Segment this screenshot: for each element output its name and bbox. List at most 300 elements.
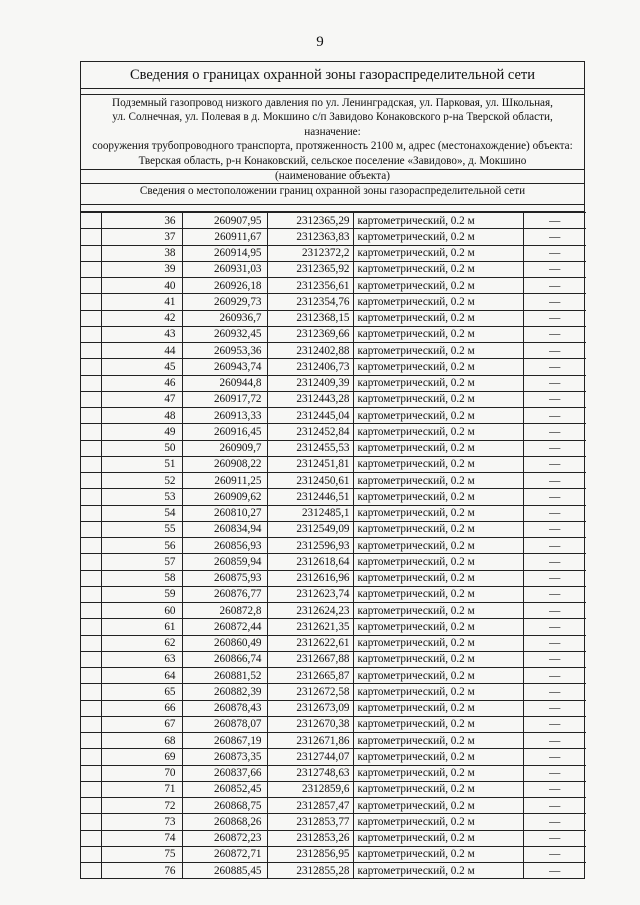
method-cell: картометрический, 0.2 м bbox=[353, 326, 523, 342]
table-row bbox=[81, 213, 586, 229]
row-spacer-cell bbox=[81, 651, 101, 667]
row-spacer-cell bbox=[81, 749, 101, 765]
x-coordinate-cell: 260868,75 bbox=[182, 798, 267, 814]
object-line: сооружения трубопроводного транспорта, протяженность 2100 м, адрес (местонахождение) объекта: bbox=[92, 140, 573, 153]
x-coordinate-cell: 260909,7 bbox=[182, 440, 267, 456]
x-coordinate-cell: 260860,49 bbox=[182, 635, 267, 651]
point-number-cell: 42 bbox=[101, 310, 182, 326]
y-coordinate-cell: 2312450,61 bbox=[267, 473, 353, 489]
description-cell: — bbox=[523, 245, 586, 261]
y-coordinate-cell: 2312621,35 bbox=[267, 619, 353, 635]
row-spacer-cell bbox=[81, 326, 101, 342]
point-number-cell: 40 bbox=[101, 278, 182, 294]
point-number-cell: 37 bbox=[101, 229, 182, 245]
method-cell: картометрический, 0.2 м bbox=[353, 798, 523, 814]
table-row bbox=[81, 375, 586, 391]
y-coordinate-cell: 2312672,58 bbox=[267, 684, 353, 700]
point-number-cell: 47 bbox=[101, 391, 182, 407]
description-cell: — bbox=[523, 359, 586, 375]
table-row bbox=[81, 749, 586, 765]
method-cell: картометрический, 0.2 м bbox=[353, 245, 523, 261]
table-row bbox=[81, 521, 586, 537]
description-cell: — bbox=[523, 489, 586, 505]
point-number-cell: 54 bbox=[101, 505, 182, 521]
description-cell: — bbox=[523, 554, 586, 570]
y-coordinate-cell: 2312624,23 bbox=[267, 603, 353, 619]
row-spacer-cell bbox=[81, 473, 101, 489]
method-cell: картометрический, 0.2 м bbox=[353, 505, 523, 521]
row-spacer-cell bbox=[81, 619, 101, 635]
method-cell: картометрический, 0.2 м bbox=[353, 456, 523, 472]
table-row bbox=[81, 343, 586, 359]
point-number-cell: 67 bbox=[101, 716, 182, 732]
y-coordinate-cell: 2312455,53 bbox=[267, 440, 353, 456]
x-coordinate-cell: 260917,72 bbox=[182, 391, 267, 407]
table-row bbox=[81, 359, 586, 375]
x-coordinate-cell: 260866,74 bbox=[182, 651, 267, 667]
y-coordinate-cell: 2312365,29 bbox=[267, 213, 353, 229]
point-number-cell: 45 bbox=[101, 359, 182, 375]
method-cell: картометрический, 0.2 м bbox=[353, 716, 523, 732]
point-number-cell: 50 bbox=[101, 440, 182, 456]
y-coordinate-cell: 2312452,84 bbox=[267, 424, 353, 440]
point-number-cell: 53 bbox=[101, 489, 182, 505]
y-coordinate-cell: 2312616,96 bbox=[267, 570, 353, 586]
table-row bbox=[81, 505, 586, 521]
x-coordinate-cell: 260907,95 bbox=[182, 213, 267, 229]
y-coordinate-cell: 2312356,61 bbox=[267, 278, 353, 294]
y-coordinate-cell: 2312618,64 bbox=[267, 554, 353, 570]
method-cell: картометрический, 0.2 м bbox=[353, 814, 523, 830]
point-number-cell: 57 bbox=[101, 554, 182, 570]
method-cell: картометрический, 0.2 м bbox=[353, 408, 523, 424]
description-cell: — bbox=[523, 375, 586, 391]
y-coordinate-cell: 2312857,47 bbox=[267, 798, 353, 814]
y-coordinate-cell: 2312670,38 bbox=[267, 716, 353, 732]
row-spacer-cell bbox=[81, 554, 101, 570]
table-row bbox=[81, 424, 586, 440]
y-coordinate-cell: 2312446,51 bbox=[267, 489, 353, 505]
description-cell: — bbox=[523, 343, 586, 359]
point-number-cell: 60 bbox=[101, 603, 182, 619]
page-title: Сведения о границах охранной зоны газораспределительной сети bbox=[81, 62, 584, 89]
x-coordinate-cell: 260881,52 bbox=[182, 668, 267, 684]
point-number-cell: 43 bbox=[101, 326, 182, 342]
x-coordinate-cell: 260932,45 bbox=[182, 326, 267, 342]
table-row bbox=[81, 261, 586, 277]
row-spacer-cell bbox=[81, 700, 101, 716]
y-coordinate-cell: 2312402,88 bbox=[267, 343, 353, 359]
y-coordinate-cell: 2312365,92 bbox=[267, 261, 353, 277]
description-cell: — bbox=[523, 424, 586, 440]
point-number-cell: 38 bbox=[101, 245, 182, 261]
table-row bbox=[81, 798, 586, 814]
point-number-cell: 61 bbox=[101, 619, 182, 635]
row-spacer-cell bbox=[81, 359, 101, 375]
object-line: Подземный газопровод низкого давления по ул. Ленинградская, ул. Парковая, ул. Школьная, bbox=[112, 97, 553, 109]
point-number-cell: 74 bbox=[101, 830, 182, 846]
row-spacer-cell bbox=[81, 521, 101, 537]
description-cell: — bbox=[523, 278, 586, 294]
row-spacer-cell bbox=[81, 408, 101, 424]
point-number-cell: 73 bbox=[101, 814, 182, 830]
point-number-cell: 68 bbox=[101, 733, 182, 749]
description-cell: — bbox=[523, 261, 586, 277]
section-title: Сведения о местоположении границ охранной зоны газораспределительной сети bbox=[81, 184, 584, 205]
row-spacer-cell bbox=[81, 261, 101, 277]
method-cell: картометрический, 0.2 м bbox=[353, 375, 523, 391]
row-spacer-cell bbox=[81, 814, 101, 830]
object-description bbox=[81, 95, 584, 170]
point-number-cell: 64 bbox=[101, 668, 182, 684]
table-row bbox=[81, 245, 586, 261]
description-cell: — bbox=[523, 294, 586, 310]
description-cell: — bbox=[523, 846, 586, 862]
method-cell: картометрический, 0.2 м bbox=[353, 521, 523, 537]
point-number-cell: 55 bbox=[101, 521, 182, 537]
row-spacer-cell bbox=[81, 278, 101, 294]
method-cell: картометрический, 0.2 м bbox=[353, 343, 523, 359]
x-coordinate-cell: 260944,8 bbox=[182, 375, 267, 391]
row-spacer-cell bbox=[81, 765, 101, 781]
method-cell: картометрический, 0.2 м bbox=[353, 424, 523, 440]
method-cell: картометрический, 0.2 м bbox=[353, 440, 523, 456]
table-row bbox=[81, 489, 586, 505]
y-coordinate-cell: 2312354,76 bbox=[267, 294, 353, 310]
method-cell: картометрический, 0.2 м bbox=[353, 619, 523, 635]
point-number-cell: 51 bbox=[101, 456, 182, 472]
x-coordinate-cell: 260878,43 bbox=[182, 700, 267, 716]
x-coordinate-cell: 260872,8 bbox=[182, 603, 267, 619]
y-coordinate-cell: 2312853,26 bbox=[267, 830, 353, 846]
y-coordinate-cell: 2312859,6 bbox=[267, 781, 353, 797]
x-coordinate-cell: 260885,45 bbox=[182, 863, 267, 879]
point-number-cell: 56 bbox=[101, 538, 182, 554]
y-coordinate-cell: 2312443,28 bbox=[267, 391, 353, 407]
method-cell: картометрический, 0.2 м bbox=[353, 261, 523, 277]
table-row bbox=[81, 554, 586, 570]
x-coordinate-cell: 260872,23 bbox=[182, 830, 267, 846]
method-cell: картометрический, 0.2 м bbox=[353, 781, 523, 797]
y-coordinate-cell: 2312673,09 bbox=[267, 700, 353, 716]
table-row bbox=[81, 765, 586, 781]
point-number-cell: 58 bbox=[101, 570, 182, 586]
point-number-cell: 39 bbox=[101, 261, 182, 277]
x-coordinate-cell: 260909,62 bbox=[182, 489, 267, 505]
table-row bbox=[81, 408, 586, 424]
row-spacer-cell bbox=[81, 456, 101, 472]
y-coordinate-cell: 2312671,86 bbox=[267, 733, 353, 749]
method-cell: картометрический, 0.2 м bbox=[353, 668, 523, 684]
row-spacer-cell bbox=[81, 586, 101, 602]
point-number-cell: 75 bbox=[101, 846, 182, 862]
page-number: 9 bbox=[316, 34, 324, 50]
x-coordinate-cell: 260931,03 bbox=[182, 261, 267, 277]
method-cell: картометрический, 0.2 м bbox=[353, 294, 523, 310]
description-cell: — bbox=[523, 765, 586, 781]
table-row bbox=[81, 473, 586, 489]
y-coordinate-cell: 2312549,09 bbox=[267, 521, 353, 537]
description-cell: — bbox=[523, 473, 586, 489]
x-coordinate-cell: 260911,25 bbox=[182, 473, 267, 489]
row-spacer-cell bbox=[81, 716, 101, 732]
x-coordinate-cell: 260876,77 bbox=[182, 586, 267, 602]
table-row bbox=[81, 619, 586, 635]
row-spacer-cell bbox=[81, 505, 101, 521]
x-coordinate-cell: 260916,45 bbox=[182, 424, 267, 440]
x-coordinate-cell: 260856,93 bbox=[182, 538, 267, 554]
description-cell: — bbox=[523, 798, 586, 814]
table-row bbox=[81, 684, 586, 700]
row-spacer-cell bbox=[81, 733, 101, 749]
point-number-cell: 48 bbox=[101, 408, 182, 424]
y-coordinate-cell: 2312623,74 bbox=[267, 586, 353, 602]
description-cell: — bbox=[523, 440, 586, 456]
table-row bbox=[81, 830, 586, 846]
row-spacer-cell bbox=[81, 424, 101, 440]
row-spacer-cell bbox=[81, 798, 101, 814]
description-cell: — bbox=[523, 733, 586, 749]
point-number-cell: 41 bbox=[101, 294, 182, 310]
x-coordinate-cell: 260929,73 bbox=[182, 294, 267, 310]
point-number-cell: 65 bbox=[101, 684, 182, 700]
point-number-cell: 52 bbox=[101, 473, 182, 489]
y-coordinate-cell: 2312748,63 bbox=[267, 765, 353, 781]
y-coordinate-cell: 2312855,28 bbox=[267, 863, 353, 879]
description-cell: — bbox=[523, 684, 586, 700]
point-number-cell: 36 bbox=[101, 213, 182, 229]
table-row bbox=[81, 846, 586, 862]
y-coordinate-cell: 2312485,1 bbox=[267, 505, 353, 521]
object-line: ул. Солнечная, ул. Полевая в д. Мокшино с/п Завидово Конаковского р-на Тверской области, назначение: bbox=[112, 111, 553, 138]
description-cell: — bbox=[523, 586, 586, 602]
method-cell: картометрический, 0.2 м bbox=[353, 846, 523, 862]
point-number-cell: 70 bbox=[101, 765, 182, 781]
row-spacer-cell bbox=[81, 245, 101, 261]
row-spacer-cell bbox=[81, 830, 101, 846]
row-spacer-cell bbox=[81, 846, 101, 862]
method-cell: картометрический, 0.2 м bbox=[353, 586, 523, 602]
table-row bbox=[81, 863, 586, 879]
x-coordinate-cell: 260873,35 bbox=[182, 749, 267, 765]
x-coordinate-cell: 260810,27 bbox=[182, 505, 267, 521]
description-cell: — bbox=[523, 570, 586, 586]
point-number-cell: 49 bbox=[101, 424, 182, 440]
y-coordinate-cell: 2312856,95 bbox=[267, 846, 353, 862]
method-cell: картометрический, 0.2 м bbox=[353, 489, 523, 505]
y-coordinate-cell: 2312667,88 bbox=[267, 651, 353, 667]
method-cell: картометрический, 0.2 м bbox=[353, 391, 523, 407]
x-coordinate-cell: 260872,71 bbox=[182, 846, 267, 862]
method-cell: картометрический, 0.2 м bbox=[353, 651, 523, 667]
point-number-cell: 46 bbox=[101, 375, 182, 391]
object-line: Тверская область, р-н Конаковский, сельское поселение «Завидово», д. Мокшино bbox=[138, 154, 527, 167]
method-cell: картометрический, 0.2 м bbox=[353, 603, 523, 619]
point-number-cell: 76 bbox=[101, 863, 182, 879]
point-number-cell: 63 bbox=[101, 651, 182, 667]
description-cell: — bbox=[523, 213, 586, 229]
x-coordinate-cell: 260926,18 bbox=[182, 278, 267, 294]
row-spacer-cell bbox=[81, 294, 101, 310]
y-coordinate-cell: 2312409,39 bbox=[267, 375, 353, 391]
description-cell: — bbox=[523, 749, 586, 765]
description-cell: — bbox=[523, 326, 586, 342]
description-cell: — bbox=[523, 716, 586, 732]
table-row bbox=[81, 700, 586, 716]
table-row bbox=[81, 716, 586, 732]
y-coordinate-cell: 2312596,93 bbox=[267, 538, 353, 554]
row-spacer-cell bbox=[81, 684, 101, 700]
method-cell: картометрический, 0.2 м bbox=[353, 684, 523, 700]
point-number-cell: 71 bbox=[101, 781, 182, 797]
table-row bbox=[81, 538, 586, 554]
description-cell: — bbox=[523, 651, 586, 667]
description-cell: — bbox=[523, 668, 586, 684]
table-row bbox=[81, 651, 586, 667]
table-row bbox=[81, 603, 586, 619]
x-coordinate-cell: 260882,39 bbox=[182, 684, 267, 700]
y-coordinate-cell: 2312744,07 bbox=[267, 749, 353, 765]
x-coordinate-cell: 260953,36 bbox=[182, 343, 267, 359]
row-spacer-cell bbox=[81, 489, 101, 505]
point-number-cell: 59 bbox=[101, 586, 182, 602]
description-cell: — bbox=[523, 505, 586, 521]
table-row bbox=[81, 456, 586, 472]
description-cell: — bbox=[523, 391, 586, 407]
y-coordinate-cell: 2312368,15 bbox=[267, 310, 353, 326]
y-coordinate-cell: 2312665,87 bbox=[267, 668, 353, 684]
description-cell: — bbox=[523, 863, 586, 879]
coordinates-table-body bbox=[81, 213, 586, 879]
x-coordinate-cell: 260837,66 bbox=[182, 765, 267, 781]
description-cell: — bbox=[523, 603, 586, 619]
point-number-cell: 44 bbox=[101, 343, 182, 359]
method-cell: картометрический, 0.2 м bbox=[353, 700, 523, 716]
method-cell: картометрический, 0.2 м bbox=[353, 733, 523, 749]
x-coordinate-cell: 260859,94 bbox=[182, 554, 267, 570]
spacer-row bbox=[81, 205, 584, 212]
row-spacer-cell bbox=[81, 213, 101, 229]
description-cell: — bbox=[523, 229, 586, 245]
row-spacer-cell bbox=[81, 570, 101, 586]
table-row bbox=[81, 570, 586, 586]
description-cell: — bbox=[523, 830, 586, 846]
method-cell: картометрический, 0.2 м bbox=[353, 538, 523, 554]
x-coordinate-cell: 260936,7 bbox=[182, 310, 267, 326]
y-coordinate-cell: 2312363,83 bbox=[267, 229, 353, 245]
table-row bbox=[81, 586, 586, 602]
x-coordinate-cell: 260834,94 bbox=[182, 521, 267, 537]
description-cell: — bbox=[523, 521, 586, 537]
table-row bbox=[81, 668, 586, 684]
x-coordinate-cell: 260908,22 bbox=[182, 456, 267, 472]
row-spacer-cell bbox=[81, 375, 101, 391]
x-coordinate-cell: 260875,93 bbox=[182, 570, 267, 586]
row-spacer-cell bbox=[81, 391, 101, 407]
row-spacer-cell bbox=[81, 781, 101, 797]
x-coordinate-cell: 260872,44 bbox=[182, 619, 267, 635]
x-coordinate-cell: 260868,26 bbox=[182, 814, 267, 830]
method-cell: картометрический, 0.2 м bbox=[353, 635, 523, 651]
table-row bbox=[81, 635, 586, 651]
y-coordinate-cell: 2312372,2 bbox=[267, 245, 353, 261]
row-spacer-cell bbox=[81, 343, 101, 359]
x-coordinate-cell: 260914,95 bbox=[182, 245, 267, 261]
y-coordinate-cell: 2312369,66 bbox=[267, 326, 353, 342]
object-caption: (наименование объекта) bbox=[81, 170, 584, 184]
x-coordinate-cell: 260943,74 bbox=[182, 359, 267, 375]
row-spacer-cell bbox=[81, 668, 101, 684]
y-coordinate-cell: 2312451,81 bbox=[267, 456, 353, 472]
point-number-cell: 62 bbox=[101, 635, 182, 651]
document-frame bbox=[80, 61, 585, 879]
method-cell: картометрический, 0.2 м bbox=[353, 830, 523, 846]
table-row bbox=[81, 278, 586, 294]
method-cell: картометрический, 0.2 м bbox=[353, 229, 523, 245]
method-cell: картометрический, 0.2 м bbox=[353, 749, 523, 765]
table-row bbox=[81, 310, 586, 326]
y-coordinate-cell: 2312853,77 bbox=[267, 814, 353, 830]
table-row bbox=[81, 391, 586, 407]
row-spacer-cell bbox=[81, 603, 101, 619]
point-number-cell: 66 bbox=[101, 700, 182, 716]
row-spacer-cell bbox=[81, 229, 101, 245]
row-spacer-cell bbox=[81, 440, 101, 456]
description-cell: — bbox=[523, 814, 586, 830]
row-spacer-cell bbox=[81, 538, 101, 554]
x-coordinate-cell: 260867,19 bbox=[182, 733, 267, 749]
method-cell: картометрический, 0.2 м bbox=[353, 278, 523, 294]
y-coordinate-cell: 2312406,73 bbox=[267, 359, 353, 375]
table-row bbox=[81, 781, 586, 797]
method-cell: картометрический, 0.2 м bbox=[353, 570, 523, 586]
description-cell: — bbox=[523, 619, 586, 635]
x-coordinate-cell: 260911,67 bbox=[182, 229, 267, 245]
description-cell: — bbox=[523, 456, 586, 472]
table-row bbox=[81, 440, 586, 456]
description-cell: — bbox=[523, 700, 586, 716]
description-cell: — bbox=[523, 538, 586, 554]
point-number-cell: 72 bbox=[101, 798, 182, 814]
method-cell: картометрический, 0.2 м bbox=[353, 473, 523, 489]
description-cell: — bbox=[523, 635, 586, 651]
y-coordinate-cell: 2312622,61 bbox=[267, 635, 353, 651]
x-coordinate-cell: 260878,07 bbox=[182, 716, 267, 732]
description-cell: — bbox=[523, 781, 586, 797]
y-coordinate-cell: 2312445,04 bbox=[267, 408, 353, 424]
x-coordinate-cell: 260913,33 bbox=[182, 408, 267, 424]
method-cell: картометрический, 0.2 м bbox=[353, 359, 523, 375]
method-cell: картометрический, 0.2 м bbox=[353, 310, 523, 326]
point-number-cell: 69 bbox=[101, 749, 182, 765]
table-row bbox=[81, 326, 586, 342]
row-spacer-cell bbox=[81, 310, 101, 326]
coordinates-table bbox=[81, 212, 586, 878]
table-row bbox=[81, 229, 586, 245]
row-spacer-cell bbox=[81, 635, 101, 651]
method-cell: картометрический, 0.2 м bbox=[353, 863, 523, 879]
method-cell: картометрический, 0.2 м bbox=[353, 554, 523, 570]
description-cell: — bbox=[523, 408, 586, 424]
description-cell: — bbox=[523, 310, 586, 326]
method-cell: картометрический, 0.2 м bbox=[353, 765, 523, 781]
table-row bbox=[81, 814, 586, 830]
table-row bbox=[81, 733, 586, 749]
method-cell: картометрический, 0.2 м bbox=[353, 213, 523, 229]
x-coordinate-cell: 260852,45 bbox=[182, 781, 267, 797]
table-row bbox=[81, 294, 586, 310]
row-spacer-cell bbox=[81, 863, 101, 879]
